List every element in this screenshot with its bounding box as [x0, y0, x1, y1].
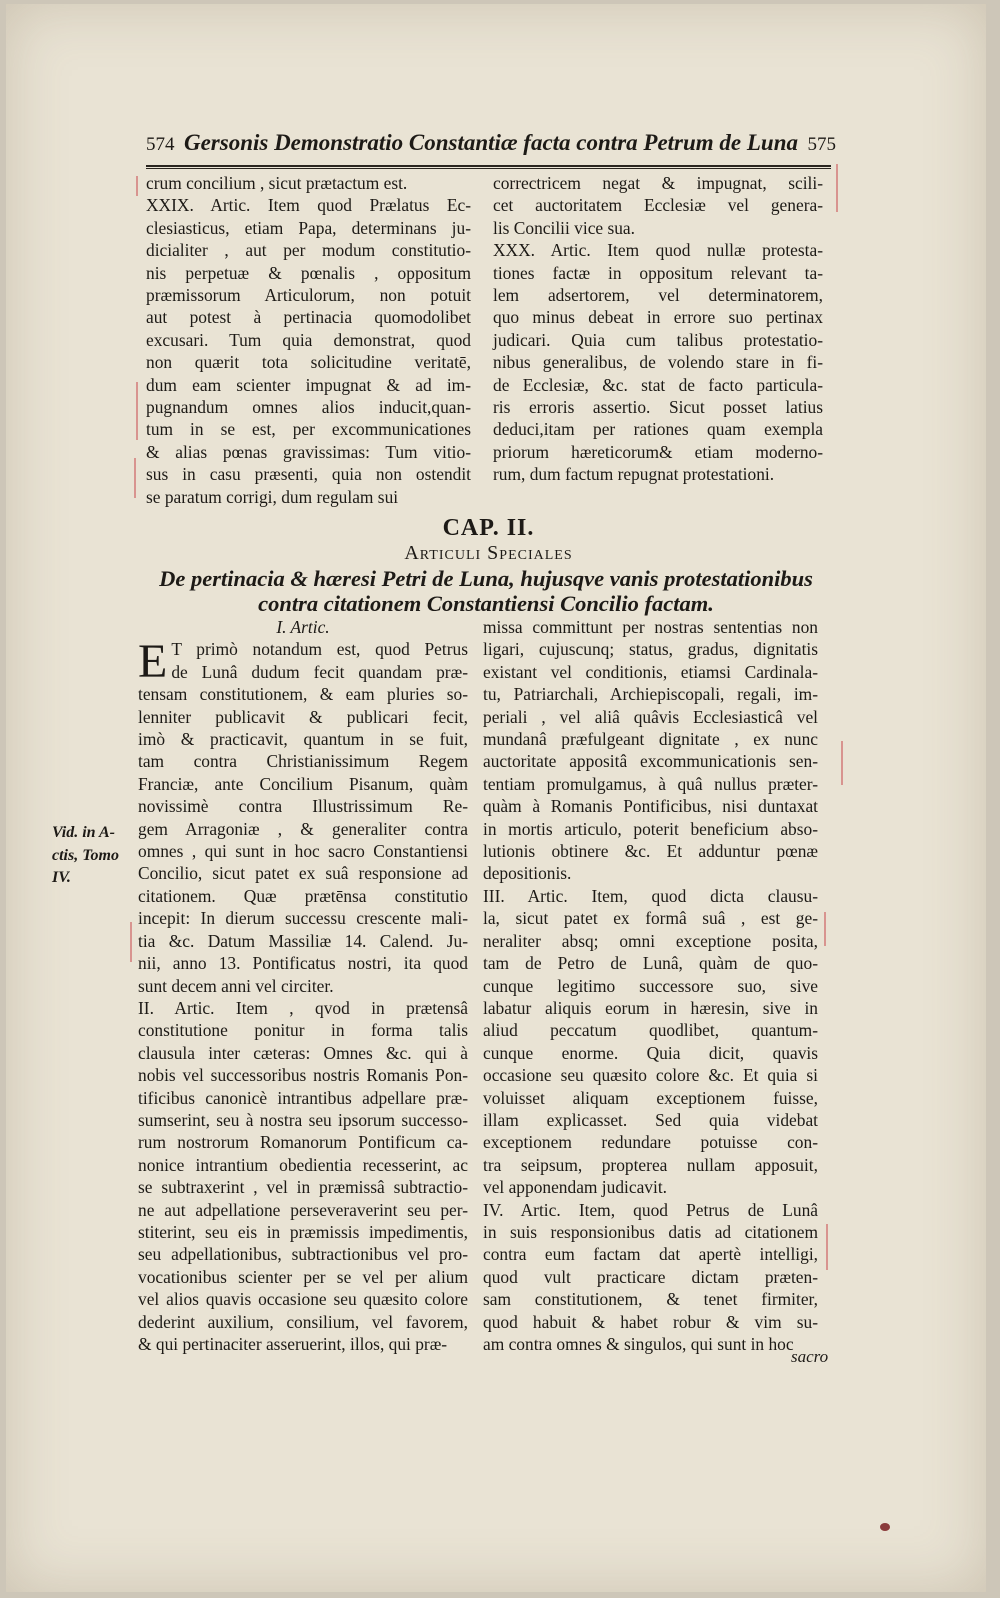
text-line: crum concilium , sicut prætactum est.: [146, 173, 408, 193]
text-line: vocationibus scienter per se vel per alium: [138, 1266, 468, 1287]
text-line: aliud peccatum quodlibet, quantum-: [483, 1020, 818, 1041]
text-line: occasione seu quæsito colore &c. Et quia si: [483, 1065, 818, 1086]
text-line: de Ecclesiæ, &c. stat de facto particula-: [493, 374, 823, 395]
text-line: I. Artic.: [276, 617, 330, 637]
text-line: de Lunâ dudum fecit quandam præ-: [171, 661, 468, 682]
text-line: existant vel conditionis, etiamsi Cardinala-: [483, 661, 818, 682]
right-column: [483, 616, 818, 1355]
text-line: periali , vel aliâ quâvis Ecclesiasticâ vel: [483, 706, 818, 727]
text-line: sus in casu præsenti, quia non ostendit: [146, 464, 471, 485]
text-line: auctoritate appositâ excommunicationis sen-: [483, 751, 818, 772]
running-title: Gersonis Demonstratio Constantiæ facta contra Petrum de Luna: [183, 130, 799, 155]
text-line: imò & practicavit, quantum in se fuit,: [138, 729, 468, 750]
text-line: nis perpetuæ & pœnalis , oppositum: [146, 262, 471, 283]
text-line: T primò notandum est, quod Petrus: [171, 639, 468, 660]
text-line: in mortis articulo, poterit beneficium abso-: [483, 818, 818, 839]
text-line: lutionis obtinere &c. Et adduntur pœnæ: [483, 841, 818, 862]
text-line: Concilio, sicut patet ex suâ responsione ad: [138, 863, 468, 884]
text-line: neraliter absq; omni exceptione posita,: [483, 930, 818, 951]
red-mark: [136, 176, 138, 196]
text-line: tia &c. Datum Massiliæ 14. Calend. Ju-: [138, 930, 468, 951]
text-line: nibus generalibus, de volendo stare in fi-: [493, 352, 823, 373]
text-line: cunque enorme. Quia dicit, quavis: [483, 1042, 818, 1063]
margin-note-line: IV.: [52, 869, 71, 886]
margin-note-line: ctis, Tomo: [52, 846, 119, 864]
text-line: lem adsertorem, vel determinatorem,: [493, 285, 823, 306]
book-page: [6, 4, 986, 1592]
text-line: sumserint, seu à nostra seu ipsorum successo-: [138, 1109, 468, 1130]
text-line: nonice intrantium obedientia recesserint, ac: [138, 1154, 468, 1175]
text-line: seu adpellationibus, subtractionibus vel pro-: [138, 1244, 468, 1265]
margin-note-line: Vid. in A-: [52, 824, 115, 841]
text-line: exceptionem redundare potuisse con-: [483, 1132, 818, 1153]
text-line: voluisset aliquam exceptionem fuisse,: [483, 1087, 818, 1108]
text-line: cet auctoritatem Ecclesiæ vel genera-: [493, 195, 823, 216]
text-line: dum eam scienter impugnat & ad im-: [146, 374, 471, 395]
text-line: quo minus debeat in errore suo pertinax: [493, 307, 823, 328]
text-line: nobis vel successoribus nostris Romanis Pon-: [138, 1065, 468, 1086]
text-line: tra seipsum, propterea nullam apposuit,: [483, 1154, 818, 1175]
text-line: ris erroris assertio. Sicut posset latius: [493, 397, 823, 418]
text-line: III. Artic. Item, quod dicta clausu-: [483, 885, 818, 906]
text-line: se subtraxerint , vel in præmissâ subtractio-: [138, 1177, 468, 1198]
catchword: sacro: [791, 1347, 829, 1366]
text-line: rum nostrorum Romanorum Pontificum ca-: [138, 1132, 468, 1153]
page-number-right: 575: [807, 134, 836, 155]
left-column: [138, 616, 468, 1355]
text-line: sunt decem anni vel circiter.: [138, 975, 334, 996]
header-rule-thin: [146, 168, 831, 169]
header-rule: [146, 165, 831, 167]
red-mark: [826, 1224, 828, 1270]
red-mark: [836, 164, 838, 212]
text-line: am contra omnes & singulos, qui sunt in hoc: [483, 1334, 794, 1354]
chapter-subtitle-text: Articuli Speciales: [404, 542, 573, 564]
text-line: tensam constitutionem, & eam pluries so-: [138, 684, 468, 705]
red-mark: [130, 922, 132, 962]
text-line: quàm à Romanis Pontificibus, nisi duntaxat: [483, 796, 818, 817]
drop-capital: E: [138, 635, 168, 689]
text-line: judicari. Quia cum talibus protestatio-: [493, 329, 823, 350]
text-line: missa committunt per nostras sententias non: [483, 617, 818, 637]
text-line: & qui pertinaciter asseruerint, illos, qui præ-: [138, 1334, 448, 1354]
text-line: clesiasticus, etiam Papa, determinans ju-: [146, 217, 471, 238]
text-line: deduci,itam per rationes quam exempla: [493, 419, 823, 440]
text-line: dederint auxilium, consilium, vel favorem,: [138, 1311, 468, 1332]
text-line: vel apponendam judicavit.: [483, 1177, 667, 1198]
text-line: lis Concilii vice sua.: [493, 217, 636, 238]
text-line: lenniter publicavit & publicari fecit,: [138, 706, 468, 727]
text-line: quod vult practicare dictam præten-: [483, 1266, 818, 1287]
red-mark: [134, 458, 136, 498]
top-left-column: [146, 172, 471, 508]
text-line: omnes , qui sunt in hoc sacro Constantiensi: [138, 841, 468, 862]
text-line: quod habuit & habet robur & vim su-: [483, 1311, 818, 1332]
text-line: labatur aliquis eorum in hæresin, sive in: [483, 997, 818, 1018]
text-line: tificibus canonicè intrantibus adpellare præ-: [138, 1087, 468, 1108]
chapter-subtitle: [146, 542, 831, 565]
text-line: tu, Patriarchali, Archiepiscopali, regali, im-: [483, 684, 818, 705]
red-mark: [824, 912, 826, 946]
text-line: correctricem negat & impugnat, scili-: [493, 173, 823, 193]
text-line: nii, anno 13. Pontificatus nostri, ita quod: [138, 953, 468, 974]
text-line: stiterint, seu eis in præmissis impedimentis,: [138, 1221, 468, 1242]
text-line: gem Arragoniæ , & generaliter contra: [138, 818, 468, 839]
text-line: & alias pœnas gravissimas: Tum vitio-: [146, 441, 471, 462]
text-line: incepit: In dierum successu crescente mali-: [138, 908, 468, 929]
text-line: ne aut adpellatione perseveraverint seu per-: [138, 1199, 468, 1220]
text-line: priorum hæreticorum& etiam moderno-: [493, 441, 823, 462]
text-line: tiones factæ in oppositum relevant ta-: [493, 262, 823, 283]
top-right-column: [493, 172, 823, 486]
text-line: XXX. Artic. Item quod nullæ protesta-: [493, 240, 823, 261]
text-line: novissimè contra Illustrissimum Re-: [138, 796, 468, 817]
text-line: sam constitutionem, & tenet firmiter,: [483, 1289, 818, 1310]
text-line: rum, dum factum repugnat protestationi.: [493, 464, 775, 485]
chapter-title-line-1: De pertinacia & hæresi Petri de Luna, hujusqve vanis protestationibus: [159, 566, 813, 591]
text-line: tentiam promulgamus, à quâ nullus præter-: [483, 773, 818, 794]
text-line: cunque legitimo successore suo, sive: [483, 975, 818, 996]
text-line: depositionis.: [483, 863, 572, 884]
text-line: constitutione ponitur in forma talis: [138, 1020, 468, 1041]
text-line: tam de Petro de Lunâ, quàm de quo-: [483, 953, 818, 974]
text-line: clausula inter cæteras: Omnes &c. qui à: [138, 1042, 468, 1063]
red-mark: [841, 741, 843, 785]
text-line: ligari, cujuscunq; status, gradus, dignitatis: [483, 639, 818, 660]
page-number-left: 574: [146, 134, 175, 155]
text-line: citationem. Quæ prætēnsa constitutio: [138, 885, 468, 906]
text-line: XXIX. Artic. Item quod Prælatus Ec-: [146, 195, 471, 216]
running-header: [146, 130, 836, 162]
text-line: II. Artic. Item , qvod in prætensâ: [138, 997, 468, 1018]
text-line: pugnandum omnes alios inducit,quan-: [146, 397, 471, 418]
red-mark: [136, 382, 138, 440]
margin-note: [52, 822, 119, 890]
text-line: excusari. Tum quia demonstrat, quod: [146, 329, 471, 350]
ink-spot: [880, 1523, 890, 1531]
text-line: vel alios quavis occasione seu quæsito colore: [138, 1289, 468, 1310]
chapter-number: CAP. II.: [442, 515, 535, 541]
text-line: in suis responsionibus datis ad citationem: [483, 1221, 818, 1242]
text-line: tam contra Christianissimum Regem: [138, 751, 468, 772]
text-line: aut potest à pertinacia quomodolibet: [146, 307, 471, 328]
text-line: mundanâ præfulgeant dignitate , ex nunc: [483, 729, 818, 750]
text-line: Franciæ, ante Concilium Pisanum, quàm: [138, 773, 468, 794]
text-line: dicialiter , aut per modum constitutio-: [146, 240, 471, 261]
text-line: illam explicasset. Sed quia videbat: [483, 1109, 818, 1130]
text-line: se paratum corrigi, dum regulam sui: [146, 486, 399, 507]
text-line: non quærit tota solicitudine veritatē,: [146, 352, 471, 373]
text-line: præmissorum Articulorum, non potuit: [146, 285, 471, 306]
text-line: tum in se est, per excommunicationes: [146, 419, 471, 440]
text-line: la, sicut patet ex formâ suâ , est ge-: [483, 908, 818, 929]
text-line: IV. Artic. Item, quod Petrus de Lunâ: [483, 1199, 818, 1220]
text-line: contra eum factam dat apertè intelligi,: [483, 1244, 818, 1265]
chapter-title-line-2: contra citationem Constantiensi Concilio factam.: [258, 591, 714, 616]
